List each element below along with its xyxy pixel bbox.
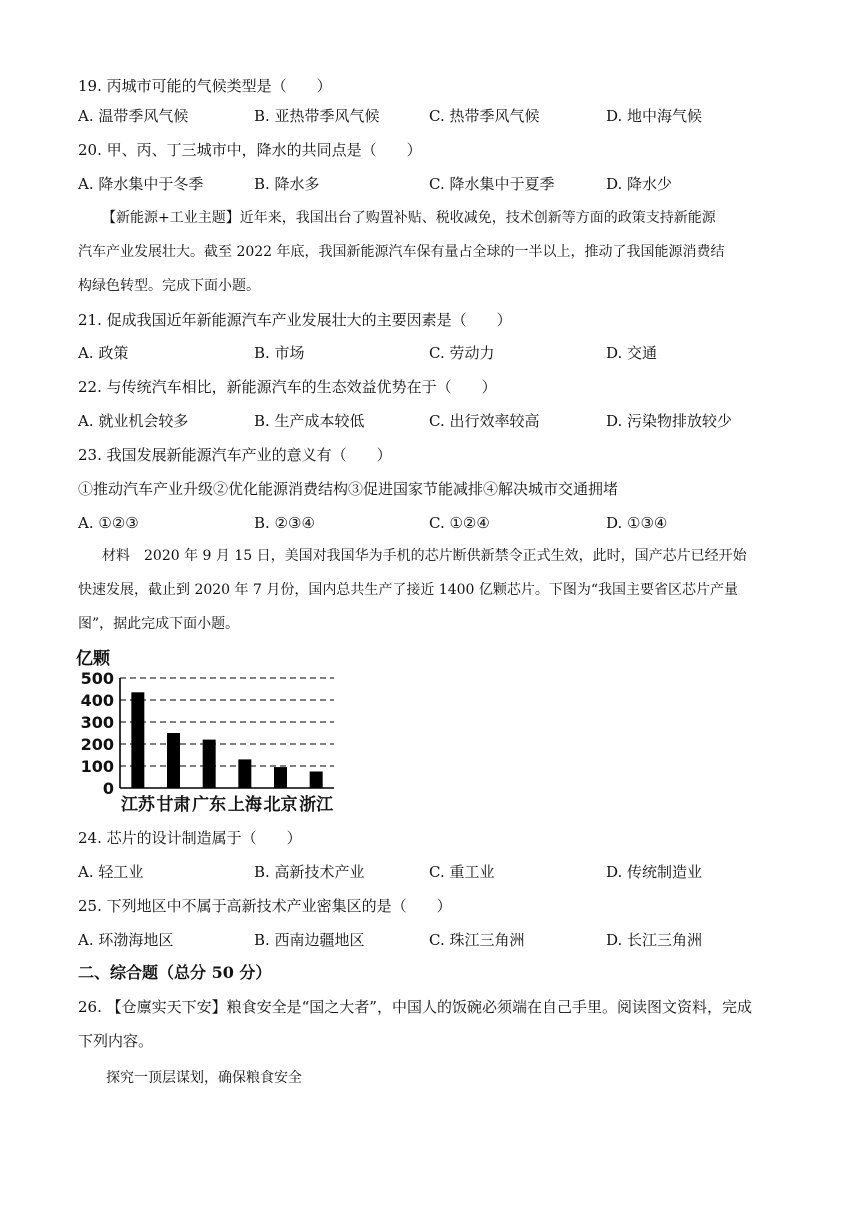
question-25-options	[78, 930, 778, 950]
question-20-options	[78, 174, 778, 194]
option-c: C. 重工业	[429, 863, 495, 881]
chip-production-chart	[72, 642, 342, 817]
option-a: A. 降水集中于冬季	[78, 175, 204, 193]
option-a: A. 就业机会较多	[78, 412, 189, 430]
x-tick-label: 广东	[192, 795, 227, 815]
option-a: A. 政策	[78, 344, 129, 362]
option-b: B. 生产成本较低	[254, 412, 365, 430]
question-24: 24. 芯片的设计制造属于（ ）	[78, 829, 302, 847]
question-23-statements: ①推动汽车产业升级②优化能源消费结构③促进国家节能减排④解决城市交通拥堵	[78, 480, 619, 498]
x-tick-label: 北京	[263, 795, 298, 815]
chart-y-ticks	[81, 669, 114, 798]
option-c: C. ①②④	[429, 514, 490, 532]
bar	[203, 740, 216, 788]
option-c: C. 热带季风气候	[429, 107, 540, 125]
bar	[167, 733, 180, 788]
option-c: C. 出行效率较高	[429, 412, 540, 430]
option-b: B. 市场	[254, 344, 305, 362]
x-tick-label: 上海	[227, 795, 262, 815]
question-23: 23. 我国发展新能源汽车产业的意义有（ ）	[78, 446, 392, 464]
material-line: 图”，据此完成下面小题。	[78, 616, 240, 632]
chart-bars	[131, 692, 322, 788]
bar	[274, 767, 287, 788]
question-24-options	[78, 862, 778, 882]
bar	[310, 772, 323, 789]
question-23-options	[78, 513, 778, 533]
option-d: D. 交通	[606, 344, 658, 362]
material-line: 构绿色转型。完成下面小题。	[78, 278, 260, 294]
option-a: A. ①②③	[78, 514, 139, 532]
question-26: 26. 【仓廪实天下安】粮食安全是“国之大者”，中国人的饭碗必须端在自己手里。阅读图文资料，完成	[78, 998, 752, 1016]
x-tick-label: 甘肃	[156, 795, 191, 815]
explore-subheading: 探究一顶层谋划，确保粮食安全	[106, 1070, 302, 1086]
question-19: 19. 丙城市可能的气候类型是（ ）	[78, 77, 332, 95]
question-19-options	[78, 106, 778, 126]
material-new-energy	[78, 208, 778, 298]
option-b: B. 亚热带季风气候	[254, 107, 380, 125]
option-c: C. 劳动力	[429, 344, 495, 362]
chart-x-ticks	[121, 794, 334, 815]
chart-gridlines	[120, 678, 334, 788]
y-tick-label: 100	[80, 757, 114, 776]
question-26-continued: 下列内容。	[78, 1032, 154, 1050]
y-tick-label: 400	[80, 691, 114, 710]
material-line: 快速发展，截止到 2020 年 7 月份，国内总共生产了接近 1400 亿颗芯片。下图为“我国主要省区芯片产量	[78, 582, 739, 598]
chart-y-unit: 亿颗	[76, 649, 110, 669]
material-line: 【新能源+工业主题】近年来，我国出台了购置补贴、税收减免，技术创新等方面的政策支持新能源	[102, 210, 716, 226]
x-tick-label: 浙江	[299, 795, 334, 815]
material-line: 材料 2020 年 9 月 15 日，美国对我国华为手机的芯片断供新禁令正式生效，此时，国产芯片已经开始	[102, 548, 747, 564]
y-tick-label: 300	[80, 713, 114, 732]
option-d: D. 长江三角洲	[606, 931, 703, 949]
option-a: A. 环渤海地区	[78, 931, 174, 949]
question-21: 21. 促成我国近年新能源汽车产业发展壮大的主要因素是（ ）	[78, 311, 512, 329]
y-tick-label: 0	[102, 779, 114, 798]
x-tick-label: 江苏	[120, 795, 155, 815]
section-heading: 二、综合题（总分 50 分）	[78, 963, 272, 982]
material-line: 汽车产业发展壮大。截至 2022 年底，我国新能源汽车保有量占全球的一半以上，推动了我国能源消费结	[78, 244, 725, 260]
option-d: D. 污染物排放较少	[606, 412, 733, 430]
question-21-options	[78, 343, 778, 363]
option-a: A. 轻工业	[78, 863, 144, 881]
question-22: 22. 与传统汽车相比，新能源汽车的生态效益优势在于（ ）	[78, 378, 497, 396]
bar	[131, 692, 144, 788]
option-a: A. 温带季风气候	[78, 107, 189, 125]
option-b: B. 西南边疆地区	[254, 931, 365, 949]
option-b: B. ②③④	[254, 514, 315, 532]
option-d: D. 传统制造业	[606, 863, 703, 881]
y-tick-label: 500	[80, 669, 114, 688]
option-d: D. 降水少	[606, 175, 673, 193]
y-tick-label: 200	[80, 735, 114, 754]
option-d: D. ①③④	[606, 514, 668, 532]
option-c: C. 降水集中于夏季	[429, 175, 555, 193]
option-b: B. 高新技术产业	[254, 863, 365, 881]
option-d: D. 地中海气候	[606, 107, 703, 125]
material-chips	[78, 546, 778, 636]
option-c: C. 珠江三角洲	[429, 931, 525, 949]
question-25: 25. 下列地区中不属于高新技术产业密集区的是（ ）	[78, 897, 452, 915]
question-22-options	[78, 411, 778, 431]
question-20: 20. 甲、丙、丁三城市中，降水的共同点是（ ）	[78, 141, 422, 159]
option-b: B. 降水多	[254, 175, 320, 193]
bar	[238, 759, 251, 788]
